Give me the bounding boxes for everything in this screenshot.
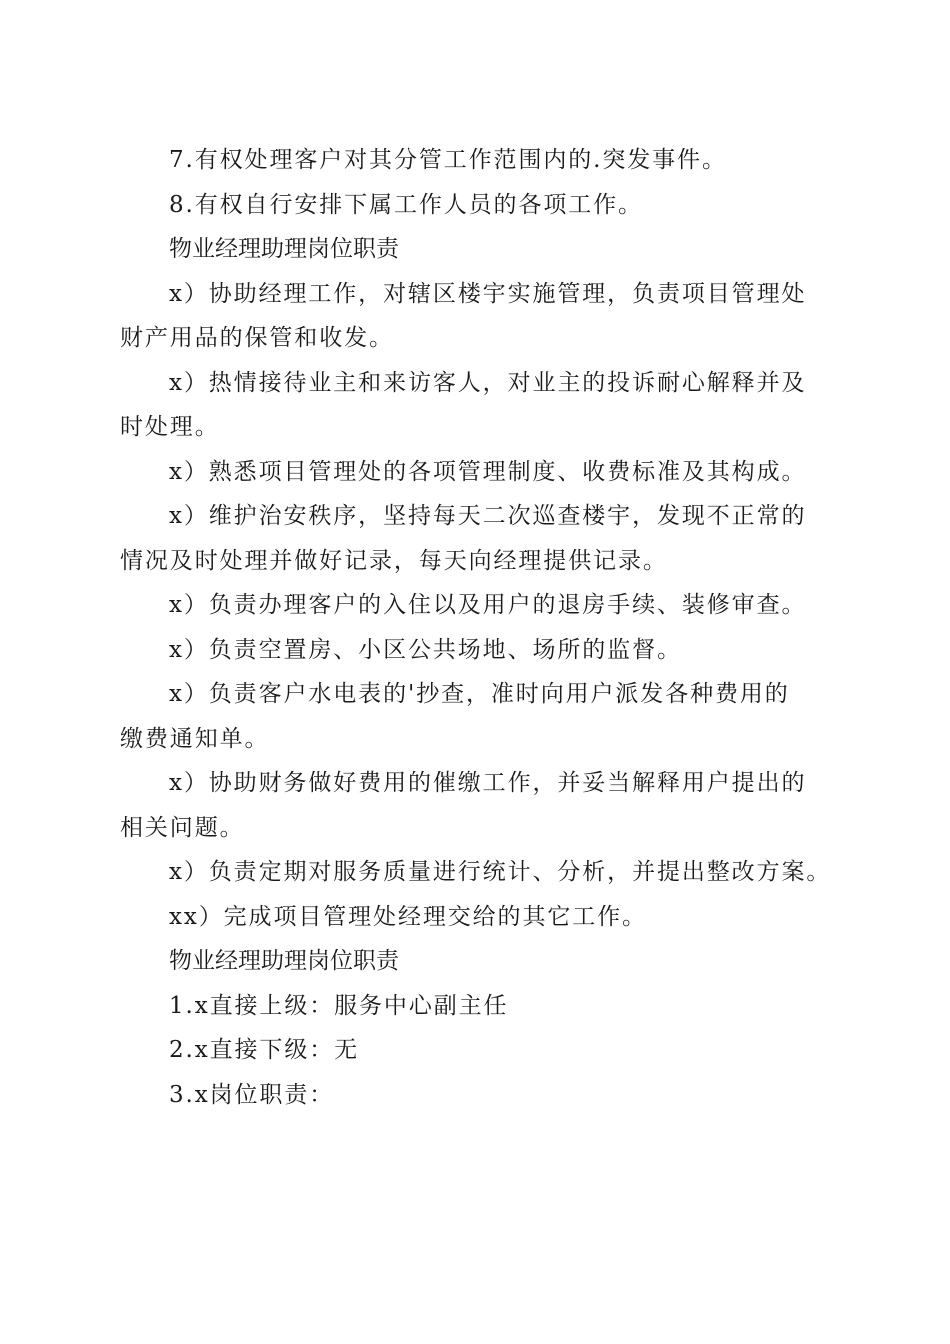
section-heading: 物业经理助理岗位职责 xyxy=(169,236,399,262)
duty-item-line: x）负责定期对服务质量进行统计、分析，并提出整改方案。 xyxy=(169,859,832,885)
duty-item-continuation: 时处理。 xyxy=(120,414,220,440)
duty-item-line: x）热情接待业主和来访客人，对业主的投诉耐心解释并及 xyxy=(169,369,807,396)
duty-item-line: x）维护治安秩序，坚持每天二次巡查楼宇，发现不正常的 xyxy=(169,503,807,529)
duty-item-continuation: 财产用品的保管和收发。 xyxy=(120,325,394,351)
info-item-superior: 1.x直接上级：服务中心副主任 xyxy=(169,992,509,1019)
duty-item-line: x）熟悉项目管理处的各项管理制度、收费标准及其构成。 xyxy=(169,458,807,485)
paragraph-item-8: 8.有权自行安排下属工作人员的各项工作。 xyxy=(169,191,643,218)
duty-item-continuation: 缴费通知单。 xyxy=(120,725,270,752)
duty-item-line: x）协助经理工作，对辖区楼宇实施管理，负责项目管理处 xyxy=(169,280,807,307)
section-heading: 物业经理助理岗位职责 xyxy=(169,948,399,974)
duty-item-line: x）协助财务做好费用的催缴工作，并妥当解释用户提出的 xyxy=(169,770,807,796)
document-body xyxy=(120,138,832,1117)
duty-item-line: x）负责空置房、小区公共场地、场所的监督。 xyxy=(169,636,682,663)
duty-item-line: x）负责办理客户的入住以及用户的退房手续、装修审查。 xyxy=(169,592,807,618)
info-item-subordinate: 2.x直接下级：无 xyxy=(169,1037,360,1063)
duty-item-line: x）负责客户水电表的'抄查，准时向用户派发各种费用的 xyxy=(169,681,790,707)
duty-item-continuation: 情况及时处理并做好记录，每天向经理提供记录。 xyxy=(120,547,668,574)
duty-item-continuation: 相关问题。 xyxy=(120,814,245,841)
info-item-duties: 3.x岗位职责： xyxy=(169,1081,335,1108)
duty-item-line: xx）完成项目管理处经理交给的其它工作。 xyxy=(169,903,647,930)
paragraph-item-7: 7.有权处理客户对其分管工作范围内的.突发事件。 xyxy=(169,147,727,173)
